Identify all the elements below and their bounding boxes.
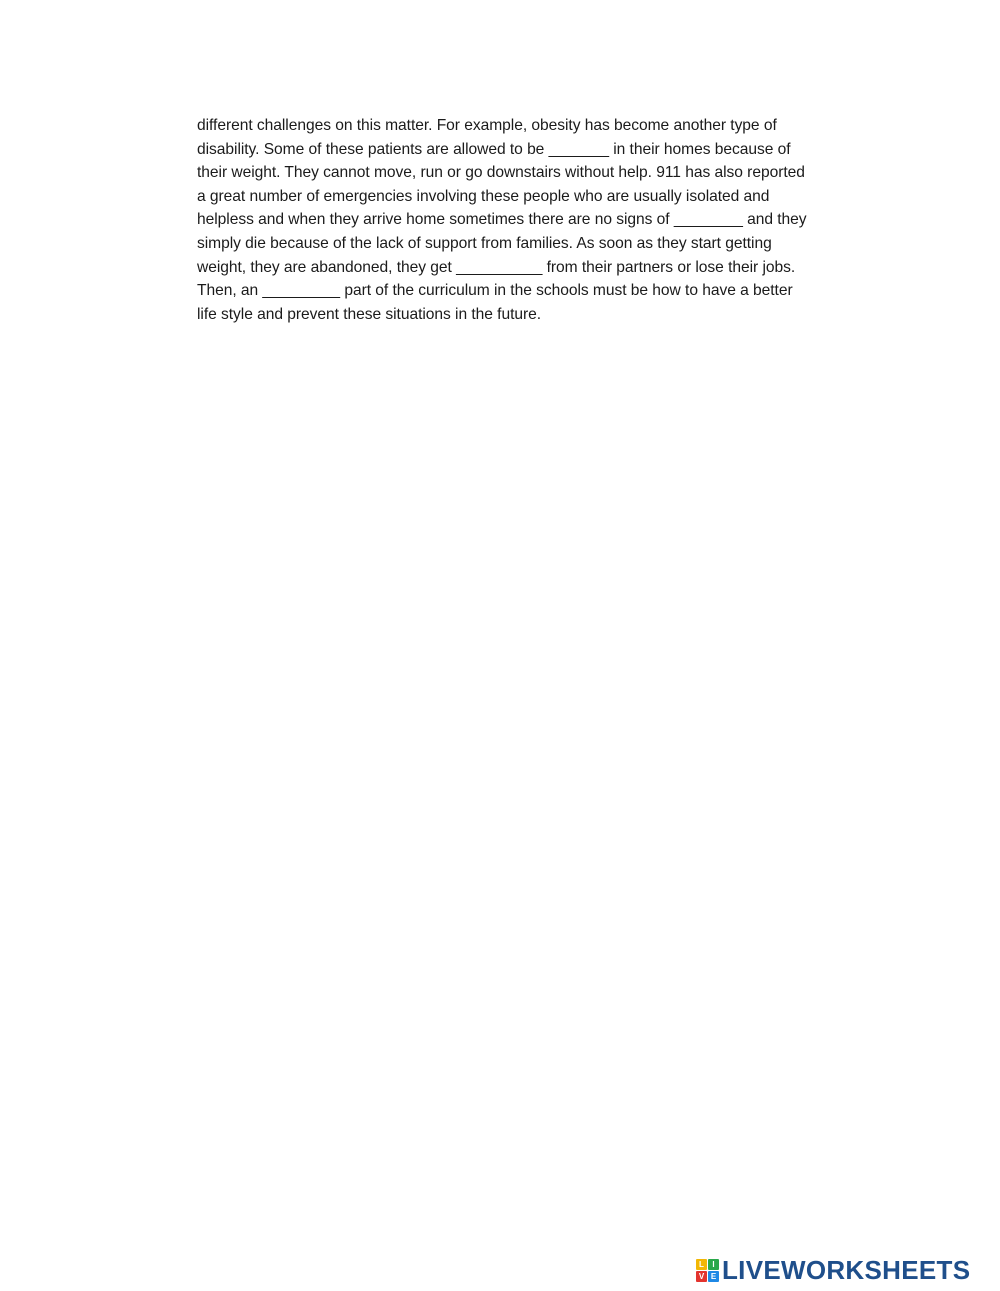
logo-block: V xyxy=(696,1271,707,1282)
logo-block: I xyxy=(708,1259,719,1270)
logo-block: E xyxy=(708,1271,719,1282)
passage-line: a great number of emergencies involving these people who are usually isolated and xyxy=(197,187,770,205)
passage-line: life style and prevent these situations in the future. xyxy=(197,305,542,323)
logo-mark-icon xyxy=(696,1259,719,1282)
passage-line: disability. Some of these patients are allowed to be _______ in their homes because of xyxy=(197,140,791,158)
passage-text xyxy=(197,114,857,326)
passage-line: different challenges on this matter. For example, obesity has become another type of xyxy=(197,117,777,134)
passage-line: Then, an _________ part of the curriculum in the schools must be how to have a better xyxy=(197,282,793,300)
logo-wordmark: LIVEWORKSHEETS xyxy=(722,1255,971,1285)
passage-line: helpless and when they arrive home sometimes there are no signs of ________ and they xyxy=(197,211,807,229)
passage-line: their weight. They cannot move, run or go downstairs without help. 911 has also reported xyxy=(197,164,805,182)
liveworksheets-logo xyxy=(696,1256,970,1284)
passage-line: weight, they are abandoned, they get __________ from their partners or lose their jobs. xyxy=(197,258,796,276)
passage-line: simply die because of the lack of support from families. As soon as they start getting xyxy=(197,234,772,252)
logo-block: L xyxy=(696,1259,707,1270)
